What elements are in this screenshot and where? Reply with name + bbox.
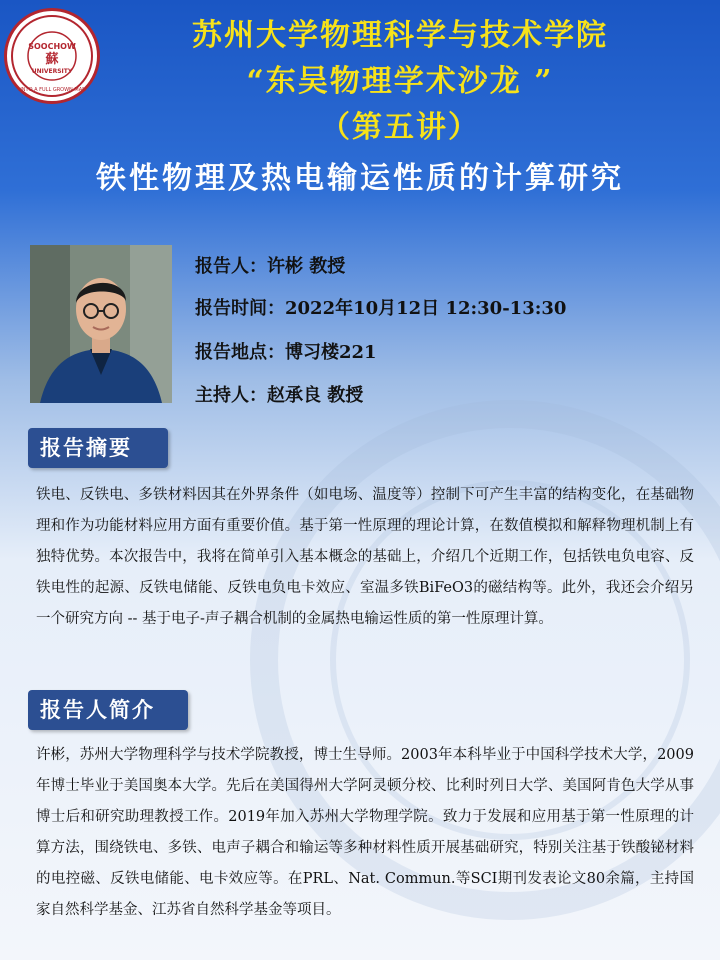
title-line-2: “东吴物理学术沙龙 ” <box>246 64 554 99</box>
abstract-heading: 报告摘要 <box>28 428 168 468</box>
talk-topic: 铁性物理及热电输运性质的计算研究 <box>96 161 624 196</box>
title-line-1: 苏州大学物理科学与技术学院 <box>192 18 608 53</box>
logo-text-bottom: UNIVERSITY <box>31 68 73 75</box>
logo-mark: 蘇 <box>45 52 59 67</box>
university-logo <box>4 8 100 104</box>
title-line-3: （第五讲） <box>320 110 480 145</box>
logo-motto: UNTO A FULL GROWN MAN <box>18 87 86 93</box>
bio-text: 许彬，苏州大学物理科学与技术学院教授，博士生导师。2003年本科毕业于中国科学技术大学，2009年博士毕业于美国奥本大学。先后在美国得州大学阿灵顿分校、比利时列日大学、美国阿肯色大学从事博士后和研究助理教授工作。2019年加入苏州大学物理学院。致力于发展和应用基于第一性原理的计算方法，围绕铁电、多铁、电声子耦合和输运等多种材料性质开展基础研究，特别关注基于铁酸铋材料的电控磁、反铁电储能、电卡效应等。在PRL、Nat. Commun.等SCI期刊发表论文80余篇，主持国家自然科学基金、江苏省自然科学基金等项目。 <box>36 747 694 918</box>
logo-text-top: SOOCHOW <box>28 42 76 51</box>
speaker-portrait <box>30 245 172 403</box>
seal-graphic <box>7 11 97 101</box>
location-line: 报告地点：博习楼221 <box>195 342 377 363</box>
speaker-photo <box>30 245 172 403</box>
speaker-line: 报告人：许彬 教授 <box>195 256 346 277</box>
time-line: 报告时间：2022年10月12日 12:30-13:30 <box>195 298 567 319</box>
host-line: 主持人：赵承良 教授 <box>195 385 364 406</box>
bio-heading: 报告人简介 <box>28 690 188 730</box>
abstract-text: 铁电、反铁电、多铁材料因其在外界条件（如电场、温度等）控制下可产生丰富的结构变化，在基础物理和作为功能材料应用方面有重要价值。基于第一性原理的理论计算，在数值模拟和解释物理机制上有独特优势。本次报告中，我将在简单引入基本概念的基础上，介绍几个近期工作，包括铁电负电容、反铁电性的起源、反铁电储能、反铁电负电卡效应、室温多铁BiFeO3的磁结构等。此外，我还会介绍另一个研究方向 -- 基于电子-声子耦合机制的金属热电输运性质的第一性原理计算。 <box>36 487 694 627</box>
